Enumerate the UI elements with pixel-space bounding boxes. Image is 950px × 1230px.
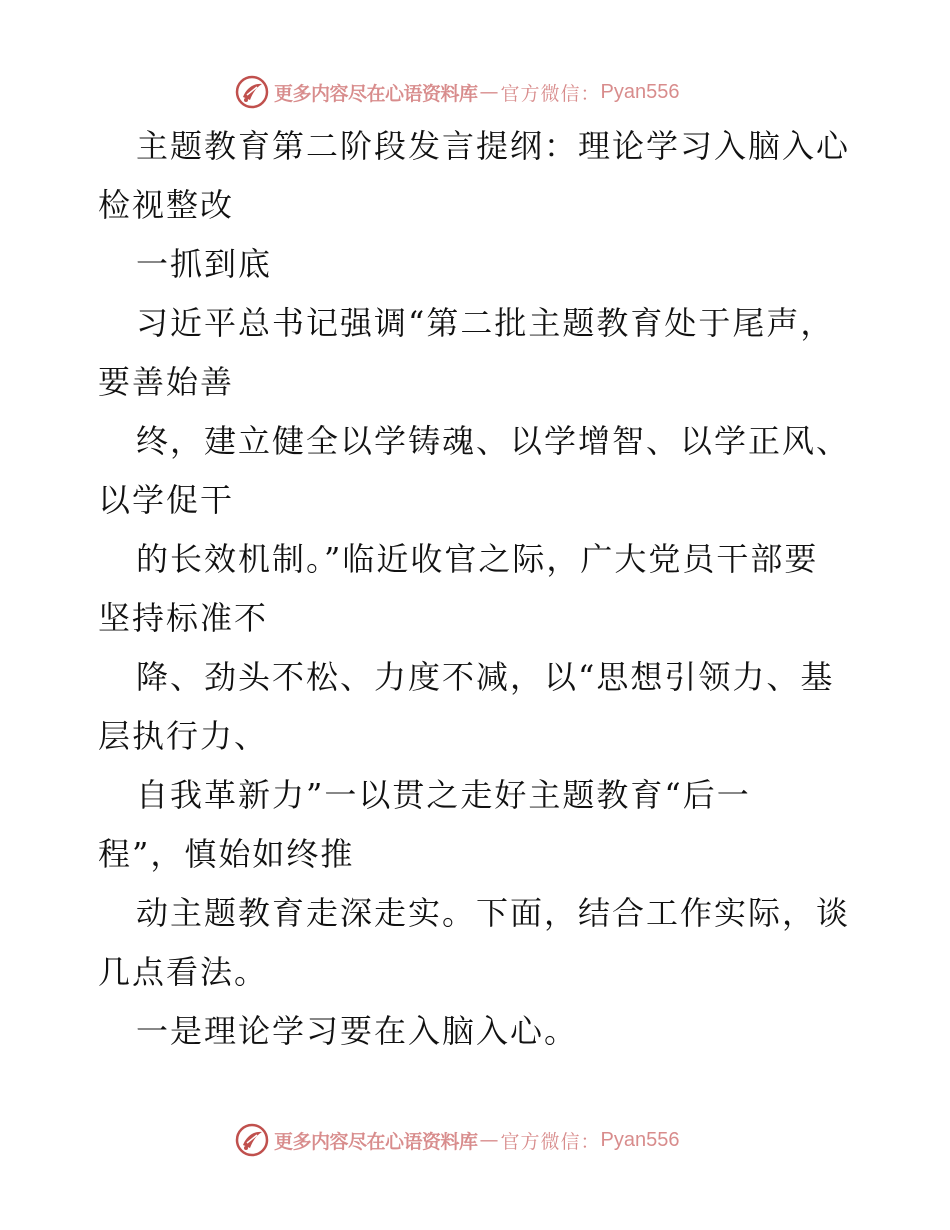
doc-title-line-2: 检视整改 — [98, 186, 235, 224]
doc-paragraph-line: 以学促干 — [98, 481, 235, 519]
watermark-wechat-id: Pyan556 — [600, 1128, 680, 1151]
watermark-brand-text: 更多内容尽在心语资料库 — [274, 82, 478, 105]
footer-watermark — [235, 1122, 680, 1158]
doc-paragraph-line: 层执行力、 — [98, 717, 269, 755]
doc-paragraph-line: 要善始善 — [98, 363, 235, 401]
watermark-separator: — — [479, 1129, 499, 1151]
watermark-official-label: 官方微信： — [500, 1130, 601, 1153]
doc-paragraph-line: 降、劲头不松、力度不减，以“思想引领力、基 — [136, 658, 835, 696]
doc-title-line-3: 一抓到底 — [136, 245, 273, 283]
doc-paragraph-line: 自我革新力”一以贯之走好主题教育“后一 — [136, 776, 751, 814]
doc-section-heading: 一是理论学习要在入脑入心。 — [136, 1012, 579, 1050]
doc-paragraph-line: 几点看法。 — [98, 953, 269, 991]
watermark-brand-text: 更多内容尽在心语资料库 — [274, 1130, 478, 1153]
doc-paragraph-line: 程”，慎始如终推 — [98, 835, 355, 873]
doc-paragraph-line: 的长效机制。”临近收官之际，广大党员干部要 — [136, 540, 819, 578]
doc-paragraph-line: 习近平总书记强调“第二批主题教育处于尾声， — [136, 304, 835, 342]
brand-logo-icon — [235, 1123, 269, 1157]
doc-title-line-1: 主题教育第二阶段发言提纲：理论学习入脑入心 — [136, 127, 851, 165]
watermark-wechat-id: Pyan556 — [600, 80, 680, 103]
doc-paragraph-line: 动主题教育走深走实。下面，结合工作实际，谈 — [136, 894, 851, 932]
doc-paragraph-line: 终，建立健全以学铸魂、以学增智、以学正风、 — [136, 422, 851, 460]
watermark-separator: — — [479, 81, 499, 103]
watermark-official-label: 官方微信： — [500, 82, 601, 105]
doc-paragraph-line: 坚持标准不 — [98, 599, 269, 637]
